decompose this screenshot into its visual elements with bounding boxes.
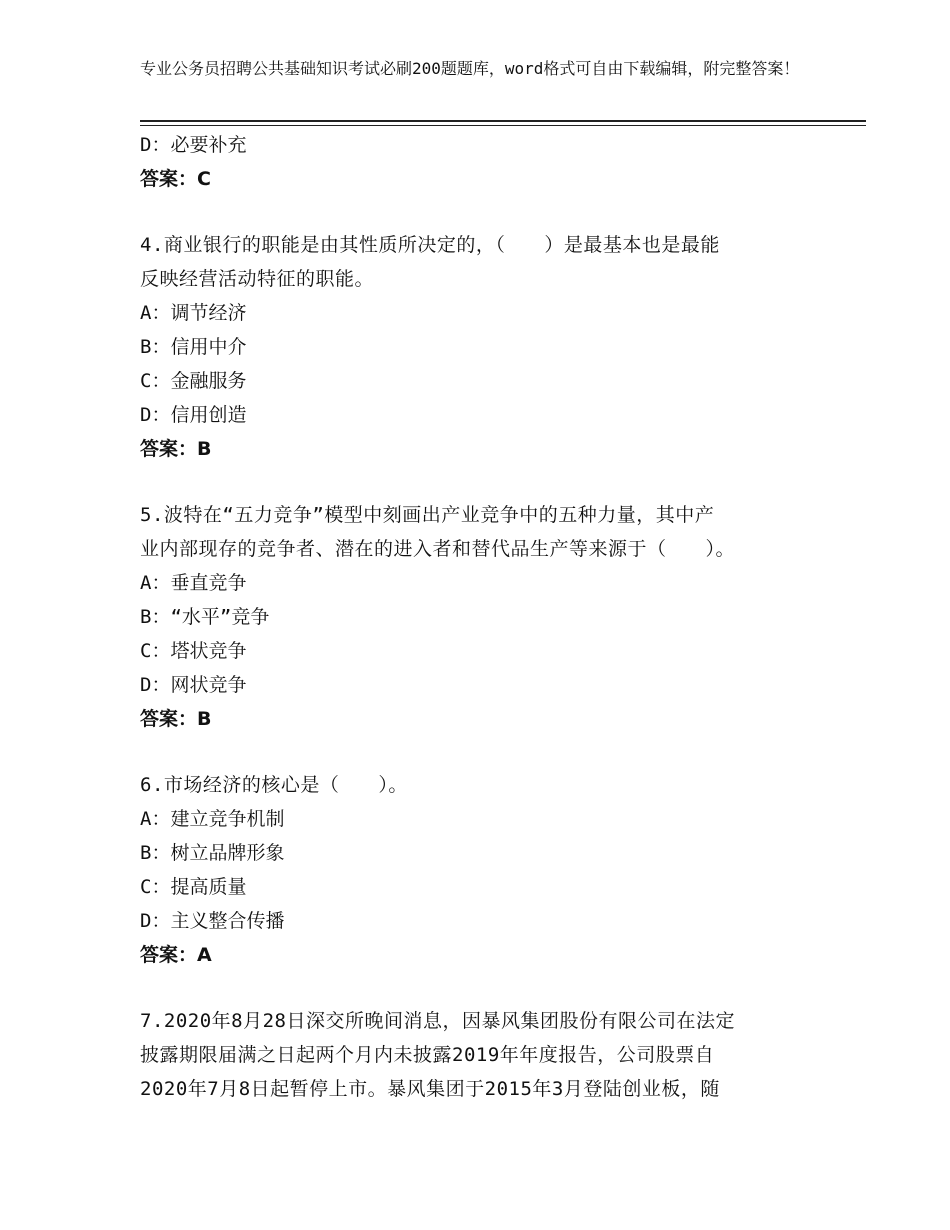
question-text: 5.波特在“五力竞争”模型中刻画出产业竞争中的五种力量，其中产 bbox=[140, 504, 715, 526]
question-text: 2020年7月8日起暂停上市。暴风集团于2015年3月登陆创业板，随 bbox=[140, 1078, 720, 1100]
question-5 bbox=[140, 498, 810, 736]
question-7 bbox=[140, 1004, 810, 1106]
document-header: 专业公务员招聘公共基础知识考试必刷200题题库，word格式可自由下载编辑，附完整答案！ bbox=[140, 59, 800, 78]
question-text: 反映经营活动特征的职能。 bbox=[140, 268, 375, 290]
question-text: 4.商业银行的职能是由其性质所决定的，（ ）是最基本也是最能 bbox=[140, 234, 720, 256]
answer-line: 答案：A bbox=[140, 944, 212, 966]
question-4 bbox=[140, 228, 810, 466]
option-d: D：网状竞争 bbox=[140, 674, 247, 696]
question-text: 披露期限届满之日起两个月内未披露2019年年度报告，公司股票自 bbox=[140, 1044, 715, 1066]
header-divider-thin bbox=[140, 125, 866, 126]
answer-line: 答案：B bbox=[140, 708, 212, 730]
question-text: 业内部现存的竞争者、潜在的进入者和替代品生产等来源于（ ）。 bbox=[140, 538, 736, 560]
document-body bbox=[140, 128, 810, 1106]
option-d: D：信用创造 bbox=[140, 404, 247, 426]
option-c: C：提高质量 bbox=[140, 876, 247, 898]
option-a: A：调节经济 bbox=[140, 302, 247, 324]
option-c: C：金融服务 bbox=[140, 370, 247, 392]
option-b: B：信用中介 bbox=[140, 336, 247, 358]
header-divider-thick bbox=[140, 120, 866, 122]
answer-line: 答案：C bbox=[140, 168, 211, 190]
question-6 bbox=[140, 768, 810, 972]
option-c: C：塔状竞争 bbox=[140, 640, 247, 662]
option-b: B：树立品牌形象 bbox=[140, 842, 285, 864]
answer-line: 答案：B bbox=[140, 438, 212, 460]
option-b: B：“水平”竞争 bbox=[140, 606, 270, 628]
option-a: A：垂直竞争 bbox=[140, 572, 247, 594]
question-text: 6.市场经济的核心是（ ）。 bbox=[140, 774, 408, 796]
question-text: 7.2020年8月28日深交所晚间消息，因暴风集团股份有限公司在法定 bbox=[140, 1010, 735, 1032]
option-d: D：必要补充 bbox=[140, 134, 247, 156]
option-d: D：主义整合传播 bbox=[140, 910, 285, 932]
option-a: A：建立竞争机制 bbox=[140, 808, 285, 830]
